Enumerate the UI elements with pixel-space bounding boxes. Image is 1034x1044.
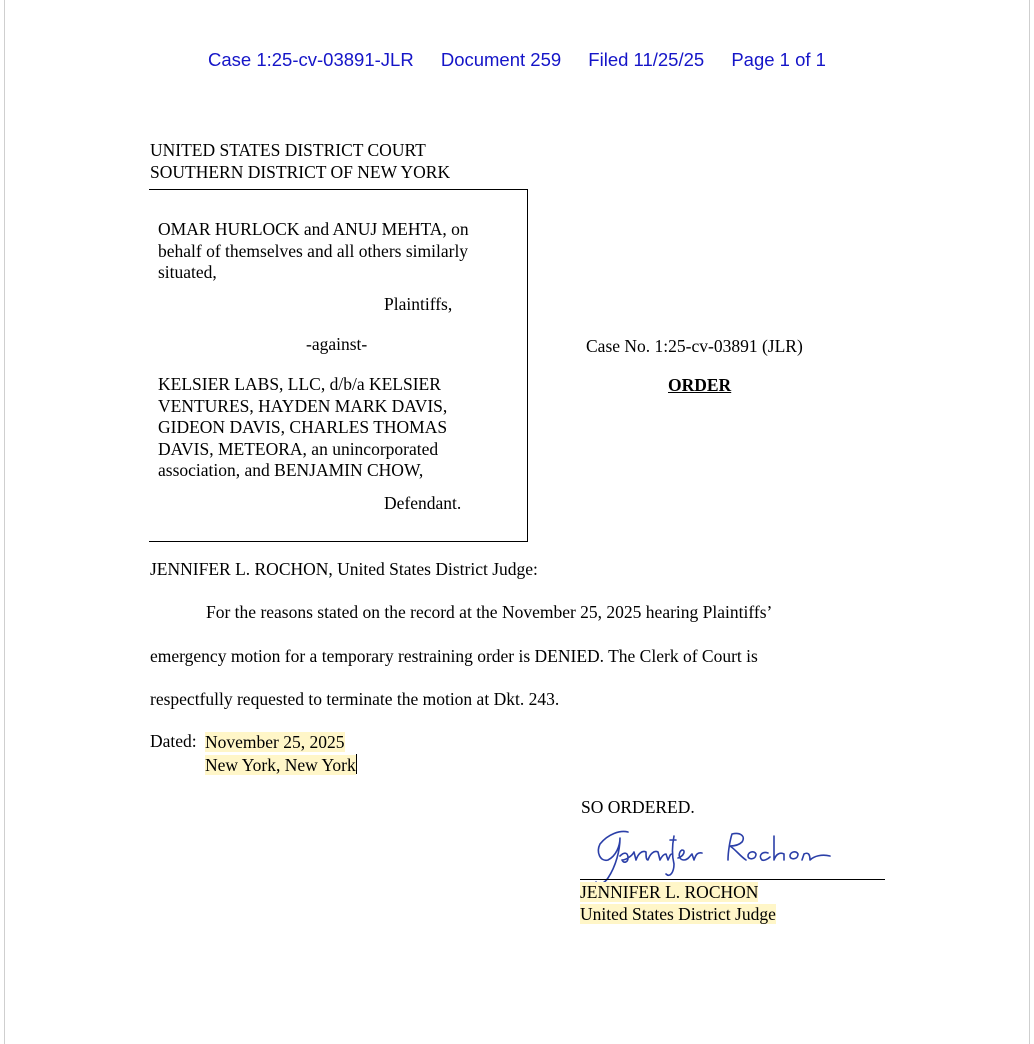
ecf-header (0, 49, 1034, 71)
signature-ink (596, 832, 830, 885)
page-edge-right (1029, 0, 1030, 1044)
against-label: -against- (306, 334, 368, 354)
judge-name (580, 881, 758, 903)
text-cursor (356, 754, 357, 774)
page-edge-left (4, 0, 5, 1044)
court-name (150, 139, 450, 183)
document-title: ORDER (668, 375, 732, 395)
case-number: Case No. 1:25-cv-03891 (JLR) (586, 336, 803, 356)
plaintiffs-role: Plaintiffs, (384, 294, 453, 314)
judge-title-text: United States District Judge (580, 904, 776, 924)
defendants-role: Defendant. (384, 493, 462, 513)
defendants-names: KELSIER LABS, LLC, d/b/a KELSIER VENTURES, HAYDEN MARK DAVIS, GIDEON DAVIS, CHARLES THOMAS DAVIS, METEORA, an unincorporated association, and BENJAMIN CHOW, (158, 374, 448, 480)
order-body-line-3: respectfully requested to terminate the motion at Dkt. 243. (150, 689, 560, 709)
dated-place-text: New York, New York (205, 755, 356, 775)
ecf-case-number: Case 1:25-cv-03891-JLR (208, 49, 414, 70)
dated-label: Dated: (150, 731, 197, 751)
order-body-line-2: emergency motion for a temporary restraining order is DENIED. The Clerk of Court is (150, 646, 758, 666)
case-caption-box (149, 189, 528, 542)
dated-date (205, 731, 345, 754)
dated-date-text: November 25, 2025 (205, 732, 345, 752)
court-line-1: UNITED STATES DISTRICT COURT (150, 140, 426, 160)
so-ordered: SO ORDERED. (581, 797, 695, 817)
judge-name-text: JENNIFER L. ROCHON (580, 882, 759, 902)
court-line-2: SOUTHERN DISTRICT OF NEW YORK (150, 162, 451, 182)
plaintiffs-names: OMAR HURLOCK and ANUJ MEHTA, on behalf of themselves and all others similarly situated, (158, 219, 469, 282)
ecf-document-number: Document 259 (440, 49, 562, 70)
judge-introduction: JENNIFER L. ROCHON, United States District Judge: (150, 559, 538, 579)
dated-place (205, 754, 357, 777)
judge-title (580, 903, 776, 925)
ecf-filed-date: Filed 11/25/25 (588, 49, 705, 70)
order-body-line-1: For the reasons stated on the record at the November 25, 2025 hearing Plaintiffs’ (206, 602, 773, 622)
signature-line (580, 879, 885, 880)
ecf-page-number: Page 1 of 1 (731, 49, 826, 70)
